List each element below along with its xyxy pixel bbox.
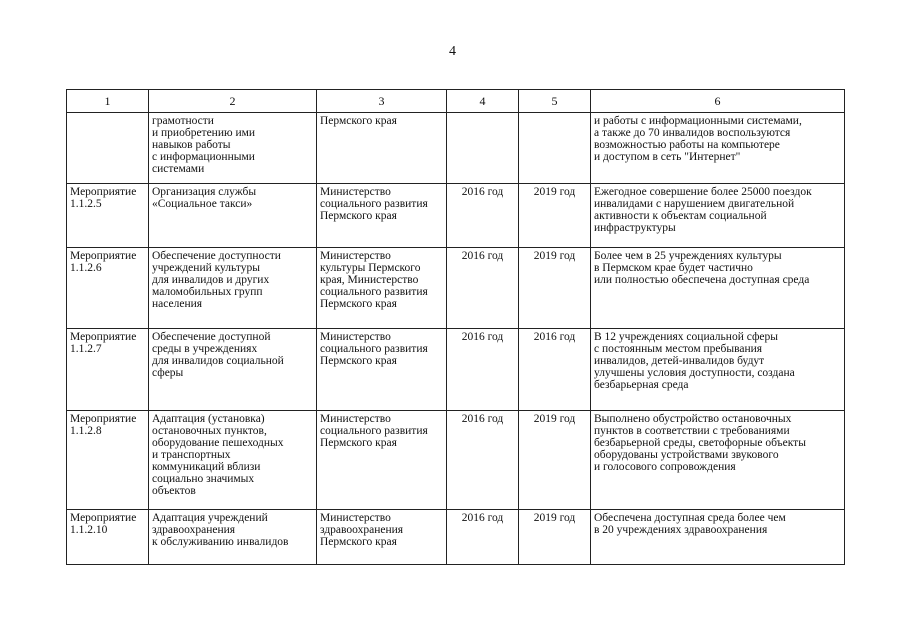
table-row [67,113,845,184]
measure-name-cell: Адаптация учреждений здравоохранения к обслуживанию инвалидов [149,510,317,565]
measure-name-cell: грамотности и приобретению ими навыков работы с информационными системами [149,113,317,184]
end-year-cell: 2019 год [519,510,591,565]
end-year-cell [519,113,591,184]
table-row [67,510,845,565]
measure-id-cell: Мероприятие 1.1.2.8 [67,411,149,510]
measure-id-cell: Мероприятие 1.1.2.6 [67,248,149,329]
start-year-cell: 2016 год [447,248,519,329]
column-header: 5 [519,90,591,113]
measure-id-cell: Мероприятие 1.1.2.5 [67,184,149,248]
measure-name-cell: Адаптация (установка) остановочных пунктов, оборудование пешеходных и транспортных коммуникаций вблизи социально значимых объектов [149,411,317,510]
column-header: 3 [317,90,447,113]
column-header: 4 [447,90,519,113]
measure-name-cell: Обеспечение доступности учреждений культуры для инвалидов и других маломобильных групп населения [149,248,317,329]
expected-result-cell: и работы с информационными системами, а также до 70 инвалидов воспользуются возможностью работы на компьютере и доступом в сеть "Интернет" [591,113,845,184]
expected-result-cell: В 12 учреждениях социальной сферы с постоянным местом пребывания инвалидов, детей-инвалидов будут улучшены условия доступности, создана безбарьерная среда [591,329,845,411]
measure-name-cell: Организация службы «Социальное такси» [149,184,317,248]
end-year-cell: 2016 год [519,329,591,411]
responsible-executor-cell: Министерство социального развития Пермского края [317,329,447,411]
table-row [67,329,845,411]
measure-name-cell: Обеспечение доступной среды в учреждениях для инвалидов социальной сферы [149,329,317,411]
table-header-row [67,90,845,113]
start-year-cell: 2016 год [447,510,519,565]
expected-result-cell: Более чем в 25 учреждениях культуры в Пермском крае будет частично или полностью обеспечена доступная среда [591,248,845,329]
measure-id-cell [67,113,149,184]
responsible-executor-cell: Министерство социального развития Пермского края [317,411,447,510]
end-year-cell: 2019 год [519,411,591,510]
end-year-cell: 2019 год [519,248,591,329]
table-row [67,411,845,510]
responsible-executor-cell: Министерство культуры Пермского края, Министерство социального развития Пермского края [317,248,447,329]
start-year-cell: 2016 год [447,329,519,411]
start-year-cell [447,113,519,184]
column-header: 2 [149,90,317,113]
column-header: 6 [591,90,845,113]
table-row [67,184,845,248]
expected-result-cell: Ежегодное совершение более 25000 поездок инвалидами с нарушением двигательной активности к объектам социальной инфраструктуры [591,184,845,248]
responsible-executor-cell: Министерство социального развития Пермского края [317,184,447,248]
start-year-cell: 2016 год [447,184,519,248]
measure-id-cell: Мероприятие 1.1.2.7 [67,329,149,411]
measures-table [66,89,845,565]
responsible-executor-cell: Министерство здравоохранения Пермского края [317,510,447,565]
measure-id-cell: Мероприятие 1.1.2.10 [67,510,149,565]
responsible-executor-cell: Пермского края [317,113,447,184]
end-year-cell: 2019 год [519,184,591,248]
page-number: 4 [449,44,456,59]
column-header: 1 [67,90,149,113]
expected-result-cell: Обеспечена доступная среда более чем в 20 учреждениях здравоохранения [591,510,845,565]
start-year-cell: 2016 год [447,411,519,510]
expected-result-cell: Выполнено обустройство остановочных пунктов в соответствии с требованиями безбарьерной среды, светофорные объекты оборудованы устройствами звукового и голосового сопровождения [591,411,845,510]
table-row [67,248,845,329]
